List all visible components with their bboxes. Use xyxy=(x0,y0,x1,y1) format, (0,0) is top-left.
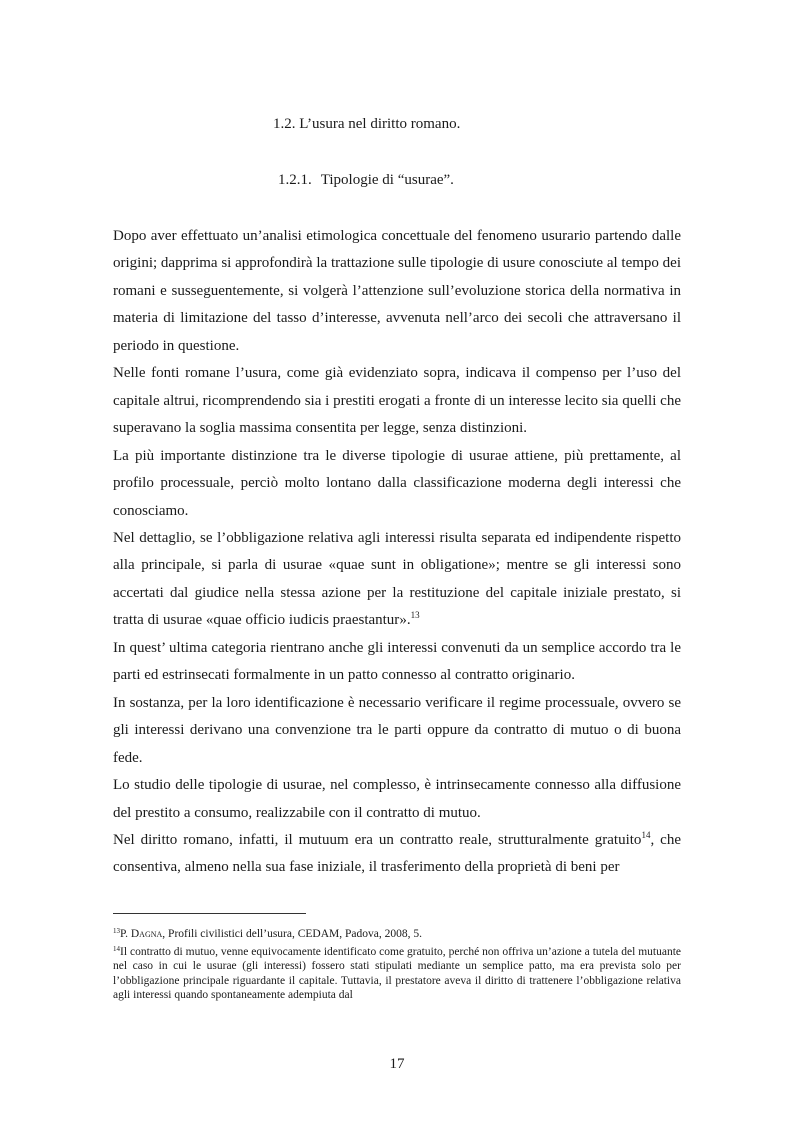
subsection-number: 1.2.1. xyxy=(278,172,312,188)
paragraph: Dopo aver effettuato un’analisi etimologica concettuale del fenomeno usurario partendo dalle origini; dapprima si approfondirà la trattazione sulle tipologie di usure conosciute al tempo dei romani e susseguentemente, si volgerà l’attenzione sull’evoluzione storica della normativa in materia di limitazione del tasso d’interesse, avvenuta nell’arco dei secoli che attraversano il periodo in questione. xyxy=(113,228,681,354)
text: « xyxy=(322,557,337,574)
footnote-13 xyxy=(113,927,681,942)
latin-term: mutuum xyxy=(298,831,349,848)
text: , CEDAM, Padova, 2008, 5. xyxy=(291,928,422,940)
text: P. xyxy=(120,928,131,940)
subsection-heading xyxy=(278,172,454,189)
footnote-ref-13[interactable]: 13 xyxy=(410,610,420,621)
footnote-number: 13 xyxy=(113,927,120,935)
footnote-ref-14[interactable]: 14 xyxy=(641,829,651,840)
author-name: Dagna xyxy=(130,928,163,940)
text: »; mentre se gli interessi sono accertati dal giudice nella stessa azione per la restituzione del capitale iniziale prestato, si tratta di xyxy=(113,557,682,629)
subsection-title: Tipologie di “usurae”. xyxy=(320,172,454,188)
latin-term: usurae xyxy=(282,557,322,574)
paragraph xyxy=(113,443,681,525)
page-number: 17 xyxy=(389,1056,405,1072)
text: Lo studio delle tipologie di xyxy=(113,777,283,794)
latin-term: usurae xyxy=(469,447,509,464)
body-text xyxy=(113,223,681,882)
footnotes xyxy=(113,927,681,1006)
footnote-separator xyxy=(113,913,306,914)
text: attiene, più prettamente, al profilo processuale, perciò molto lontano dalla classificazione moderna degli interessi che conosciamo. xyxy=(113,447,681,519)
section-heading: 1.2. L’usura nel diritto romano. xyxy=(273,116,461,132)
text: , che consentiva, almeno nella sua fase iniziale, il trasferimento della proprietà di beni per xyxy=(113,831,681,876)
latin-term: usurae xyxy=(162,612,203,629)
latin-term: usurae xyxy=(282,777,322,794)
latin-quote: quae officio iudicis praestantur xyxy=(213,612,400,629)
text: era un contratto reale, strutturalmente gratuito xyxy=(348,831,642,848)
footnote-number: 14 xyxy=(113,944,120,953)
text: Nel dettaglio, se l’obbligazione relativa agli interessi risulta separata ed indipendente rispetto alla principale, si parla di xyxy=(113,529,681,574)
text: Il contratto di mutuo, venne equivocamente identificato come gratuito, perché non offriva un’azione a tutela del mutuante nel caso in cui le usurae (gli interessi) fossero stati stipulati mediante un semplice patto, ma era prevista solo per l’obbligazione principale riguardante il capitale. Tuttavia, il prestatore aveva il diritto di trattenere l’obbligazione relativa agli interessi quando spontaneamente adempiuta dal xyxy=(113,945,681,1002)
text: ». xyxy=(399,612,411,629)
paragraph xyxy=(113,772,681,827)
text: , nel complesso, è intrinsecamente connesso alla diffusione del prestito a consumo, realizzabile con il contratto di mutuo. xyxy=(113,777,681,821)
paragraph xyxy=(113,827,681,882)
footnote-14 xyxy=(113,945,681,1003)
paragraph: In sostanza, per la loro identificazione è necessario verificare il regime processuale, ovvero se gli interessi derivano una convenzione tra le parti oppure da contratto di mutuo o di buona fede. xyxy=(113,694,681,766)
text: , Profili civilistici xyxy=(162,928,246,940)
paragraph xyxy=(113,525,681,635)
text: La più importante distinzione tra le diverse tipologie di xyxy=(113,447,470,464)
text: Nel diritto romano, infatti, il xyxy=(113,831,299,848)
text: « xyxy=(202,612,214,629)
paragraph: Nelle fonti romane l’usura, come già evidenziato sopra, indicava il compenso per l’uso del capitale altrui, ricomprendendo sia i prestiti erogati a fronte di un interesse lecito sia quelli che superavano la soglia massima consentita per legge, senza distinzioni. xyxy=(113,365,681,437)
text: dell’usura xyxy=(246,928,292,940)
paragraph: In quest’ ultima categoria rientrano anche gli interessi convenuti da un semplice accordo tra le parti ed estrinsecati formalmente in un patto connesso al contratto originario. xyxy=(113,639,681,684)
latin-quote: quae sunt in obligatione xyxy=(336,557,489,574)
